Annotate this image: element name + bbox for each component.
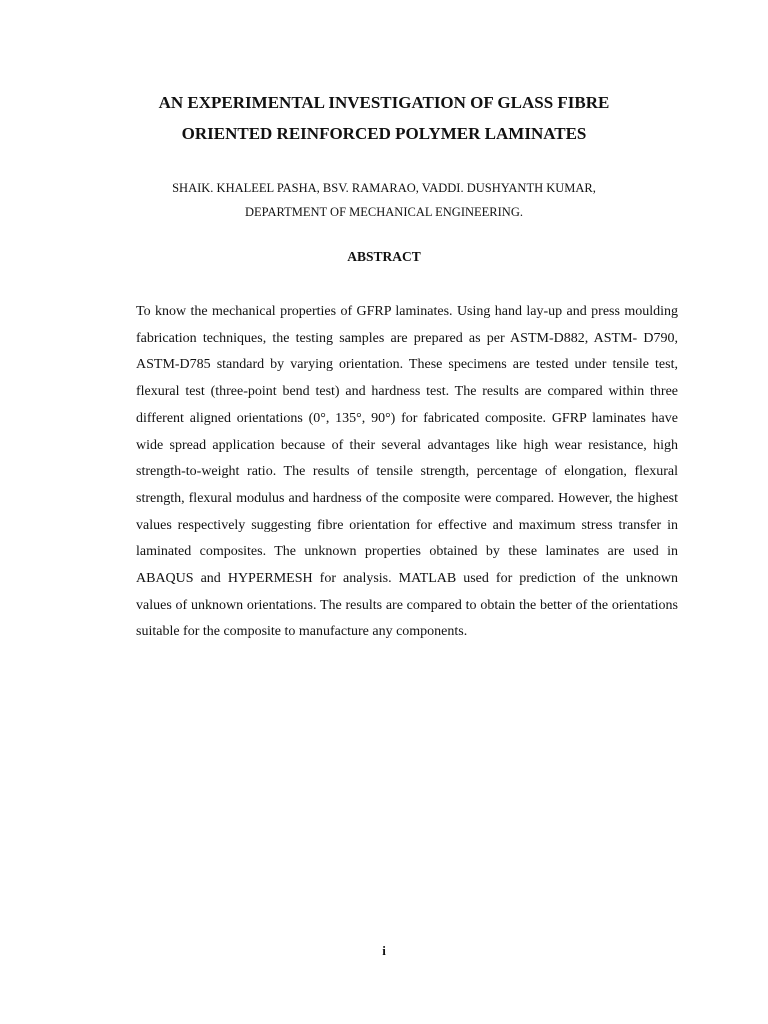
paper-title-line-2: ORIENTED REINFORCED POLYMER LAMINATES bbox=[181, 124, 587, 143]
authors-line: SHAIK. KHALEEL PASHA, BSV. RAMARAO, VADDI. DUSHYANTH KUMAR, bbox=[172, 181, 596, 195]
department-line: DEPARTMENT OF MECHANICAL ENGINEERING. bbox=[245, 205, 523, 219]
page-number: i bbox=[382, 943, 386, 958]
abstract-paragraph: To know the mechanical properties of GFRP laminates. Using hand lay-up and press moulding fabrication techniques, the testing samples are prepared as per ASTM-D882, ASTM- D790, ASTM-D785 standard by varying orientation. These specimens are tested under tensile test, flexural test (three-point bend test) and hardness test. The results are compared within three different aligned orientations (0°, 135°, 90°) for fabricated composite. GFRP laminates have wide spread application because of their several advantages like high wear resistance, high strength-to-weight ratio. The results of tensile strength, percentage of elongation, flexural strength, flexural modulus and hardness of the composite were compared. However, the highest values respectively suggesting fibre orientation for effective and maximum stress transfer in laminated composites. The unknown properties obtained by these laminates are used in ABAQUS and HYPERMESH for analysis. MATLAB used for prediction of the unknown values of unknown orientations. The results are compared to obtain the better of the orientations suitable for the composite to manufacture any components. bbox=[136, 304, 678, 640]
abstract-heading: ABSTRACT bbox=[347, 249, 421, 264]
paper-title-line-1: AN EXPERIMENTAL INVESTIGATION OF GLASS FIBRE bbox=[158, 93, 610, 112]
